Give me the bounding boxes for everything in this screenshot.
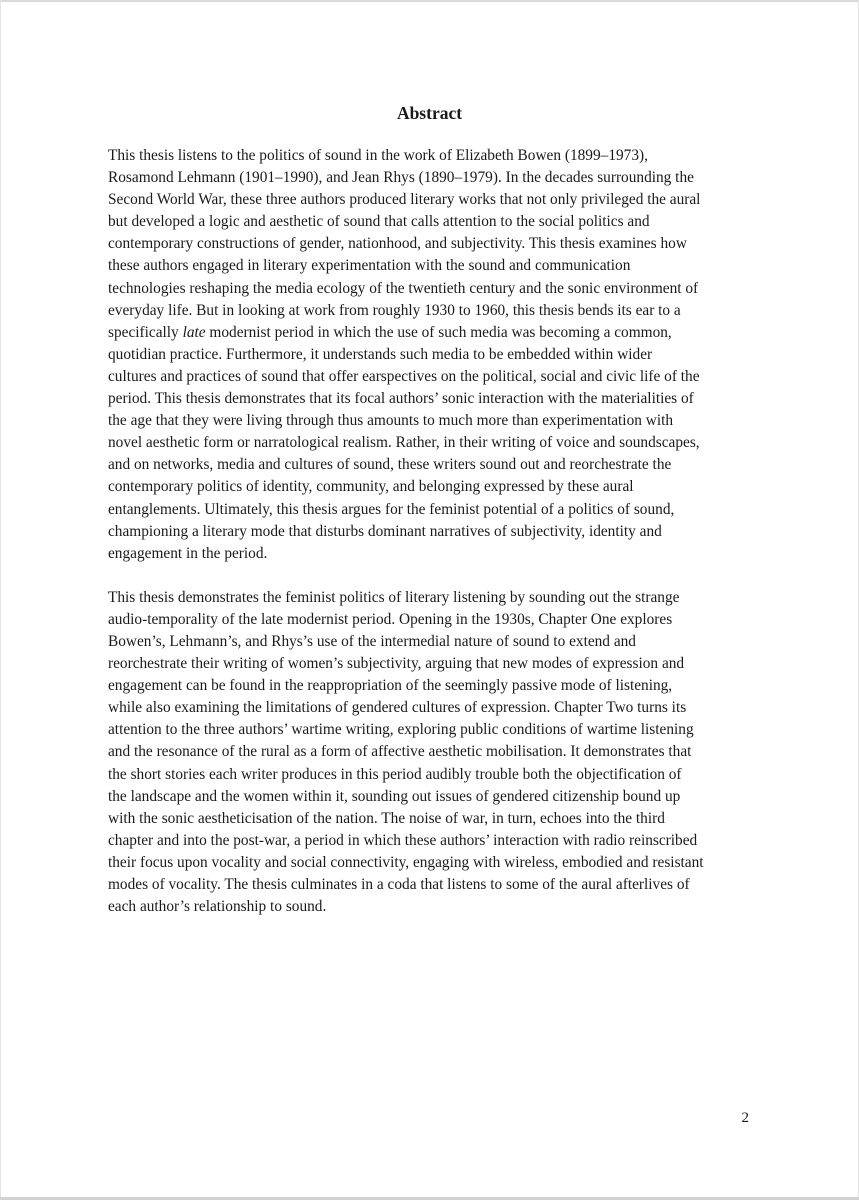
text-line: but developed a logic and aesthetic of sound that calls attention to the social politics and [108,213,650,231]
text-line: novel aesthetic form or narratological realism. Rather, in their writing of voice and soundscapes, [108,434,700,452]
text-line: Bowen’s, Lehmann’s, and Rhys’s use of the intermedial nature of sound to extend and [108,632,636,650]
text-line: these authors engaged in literary experimentation with the sound and communication [108,257,631,275]
text-line [108,322,751,344]
text-line: engagement in the period. [108,544,268,562]
text-line: each author’s relationship to sound. [108,898,327,916]
text-line: contemporary politics of identity, community, and belonging expressed by these aural [108,478,634,496]
text-line: Second World War, these three authors produced literary works that not only privileged the aural [108,191,701,209]
page-edge-top [0,0,859,2]
text-line: championing a literary mode that disturbs dominant narratives of subjectivity, identity and [108,522,662,540]
text-line: everyday life. But in looking at work from roughly 1930 to 1960, this thesis bends its ear to a [108,301,681,319]
page-edge-left [0,0,1,1200]
abstract-body [108,145,751,918]
text-line: period. This thesis demonstrates that its focal authors’ sonic interaction with the materialities of [108,390,694,408]
text-line: while also examining the limitations of gendered cultures of expression. Chapter Two turns its [108,699,687,717]
text-line: the short stories each writer produces in this period audibly trouble both the objectification of [108,765,682,783]
text-line: Rosamond Lehmann (1901–1990), and Jean Rhys (1890–1979). In the decades surrounding the [108,169,694,187]
text-line: reorchestrate their writing of women’s subjectivity, arguing that new modes of expression and [108,655,685,673]
text-line: chapter and into the post-war, a period in which these authors’ interaction with radio reinscribed [108,831,698,849]
text-line: with the sonic aestheticisation of the nation. The noise of war, in turn, echoes into the third [108,809,665,827]
text-line: their focus upon vocality and social connectivity, engaging with wireless, embodied and resistant [108,853,704,871]
text-line: engagement can be found in the reappropriation of the seemingly passive mode of listening, [108,677,673,695]
text-line: contemporary constructions of gender, nationhood, and subjectivity. This thesis examines how [108,235,687,253]
text-line: attention to the three authors’ wartime writing, exploring public conditions of wartime listening [108,721,694,739]
page-number: 2 [741,1110,749,1126]
text-line: the landscape and the women within it, sounding out issues of gendered citizenship bound up [108,787,681,805]
text-line: and on networks, media and cultures of sound, these writers sound out and reorchestrate the [108,456,672,474]
text-line: cultures and practices of sound that offer earspectives on the political, social and civic life of the [108,367,700,385]
text-line: technologies reshaping the media ecology of the twentieth century and the sonic environment of [108,279,699,297]
text-line: modes of vocality. The thesis culminates in a coda that listens to some of the aural afterlives of [108,876,690,893]
text-segment: modernist period in which the use of such media was becoming a common, [205,323,672,341]
text-line: the age that they were living through thus amounts to much more than experimentation with [108,412,674,430]
text-line: This thesis demonstrates the feminist politics of literary listening by sounding out the strange [108,588,680,606]
text-line: audio-temporality of the late modernist period. Opening in the 1930s, Chapter One explores [108,610,673,628]
text-line: entanglements. Ultimately, this thesis argues for the feminist potential of a politics of sound, [108,500,675,518]
text-line: and the resonance of the rural as a form of affective aesthetic mobilisation. It demonstrates that [108,743,692,761]
text-line: quotidian practice. Furthermore, it understands such media to be embedded within wider [108,345,653,363]
abstract-paragraph [108,145,751,565]
text-line: This thesis listens to the politics of sound in the work of Elizabeth Bowen (1899–1973), [108,147,648,164]
abstract-paragraph [108,587,751,918]
text-segment: specifically [108,323,183,341]
italic-emphasis: late [182,323,206,341]
abstract-heading: Abstract [396,103,463,123]
